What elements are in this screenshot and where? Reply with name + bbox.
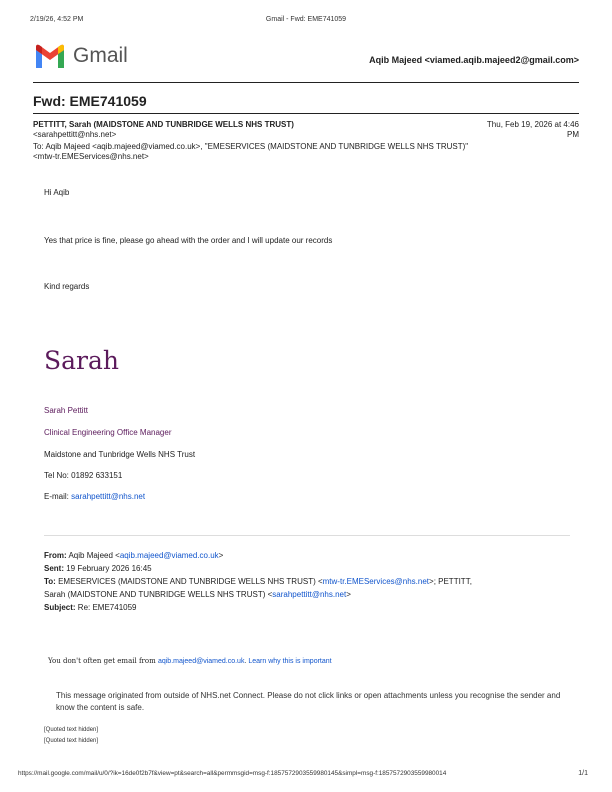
- print-page-number: 1/1: [578, 770, 588, 777]
- closing: Kind regards: [44, 282, 90, 291]
- signature-title: Clinical Engineering Office Manager: [44, 428, 172, 437]
- quoted-divider: [44, 535, 570, 536]
- signature-email-link[interactable]: sarahpettitt@nhs.net: [71, 492, 146, 501]
- quoted-text-hidden-toggle-2[interactable]: [Quoted text hidden]: [44, 738, 99, 744]
- quoted-to-text-4: >: [346, 590, 351, 599]
- quoted-to-text-2: >; PETTITT,: [429, 577, 472, 586]
- external-warning: This message originated from outside of NHS.net Connect. Please do not click links or open attachments unless you recognise the sender and know the content is safe.: [56, 691, 561, 712]
- quoted-to-text-3: Sarah (MAIDSTONE AND TUNBRIDGE WELLS NHS TRUST) <: [44, 590, 273, 599]
- print-datetime: 2/19/26, 4:52 PM: [30, 16, 84, 23]
- account-email: Aqib Majeed <viamed.aqib.majeed2@gmail.com>: [369, 55, 579, 65]
- subject-rule: [33, 113, 579, 114]
- signature-org: Maidstone and Tunbridge Wells NHS Trust: [44, 450, 196, 459]
- quoted-from-email-link[interactable]: aqib.majeed@viamed.co.uk: [119, 551, 219, 560]
- quoted-to-text-1: EMESERVICES (MAIDSTONE AND TUNBRIDGE WELLS NHS TRUST) <: [55, 577, 323, 586]
- quoted-to-email-link-2[interactable]: sarahpettitt@nhs.net: [272, 590, 347, 599]
- signature-tel: Tel No: 01892 633151: [44, 471, 123, 480]
- gmail-logo-icon: [34, 44, 66, 70]
- email-subject: Fwd: EME741059: [33, 93, 147, 109]
- quoted-subject-value: Re: EME741059: [75, 603, 137, 612]
- message-date-ampm: PM: [567, 130, 579, 139]
- quoted-subject-line: [44, 603, 137, 613]
- print-url: https://mail.google.com/mail/u/0/?ik=16de0f2b7f&view=pt&search=all&permmsgid=msg-f:1857572903559980145&simpl=msg-f:1857572903559980014: [18, 770, 447, 777]
- learn-why-link[interactable]: Learn why this is important: [248, 658, 332, 665]
- print-title: Gmail - Fwd: EME741059: [265, 16, 347, 23]
- signature-email-line: [44, 492, 145, 501]
- header-rule: [33, 82, 579, 83]
- recipients-line: To: Aqib Majeed <aqib.majeed@viamed.co.uk>, "EMESERVICES (MAIDSTONE AND TUNBRIDGE WELLS NHS TRUST)": [33, 142, 469, 151]
- quoted-to-line: [44, 577, 472, 587]
- sender-notice: [48, 657, 332, 665]
- quoted-text-hidden-toggle[interactable]: [Quoted text hidden]: [44, 727, 99, 733]
- quoted-from-label: From:: [44, 551, 67, 560]
- sender-email: <sarahpettitt@nhs.net>: [33, 130, 117, 139]
- message-text: Yes that price is fine, please go ahead with the order and I will update our records: [44, 236, 333, 245]
- signature-email-label: E-mail:: [44, 492, 72, 501]
- greeting: Hi Aqib: [44, 188, 70, 197]
- quoted-to-email-link-1[interactable]: mtw-tr.EMEServices@nhs.net: [322, 577, 430, 586]
- signature-script-name: Sarah: [44, 346, 119, 375]
- quoted-to-label: To:: [44, 577, 56, 586]
- gmail-wordmark: Gmail: [73, 44, 128, 67]
- quoted-from-name: Aqib Majeed <: [66, 551, 120, 560]
- notice-suffix: .: [244, 658, 249, 665]
- sender-name: PETTITT, Sarah (MAIDSTONE AND TUNBRIDGE WELLS NHS TRUST): [33, 120, 294, 129]
- recipients-line-2: <mtw-tr.EMEServices@nhs.net>: [33, 152, 149, 161]
- quoted-from-line: [44, 551, 223, 561]
- message-date: Thu, Feb 19, 2026 at 4:46: [486, 120, 579, 129]
- quoted-subject-label: Subject:: [44, 603, 76, 612]
- signature-full-name: Sarah Pettitt: [44, 406, 89, 415]
- notice-email-link[interactable]: aqib.majeed@viamed.co.uk: [157, 658, 245, 665]
- notice-prefix: You don't often get email from: [48, 657, 158, 665]
- quoted-sent-line: [44, 564, 152, 574]
- quoted-from-close: >: [218, 551, 224, 560]
- quoted-sent-label: Sent:: [44, 564, 64, 573]
- quoted-to-line-2: [44, 590, 351, 600]
- quoted-sent-value: 19 February 2026 16:45: [64, 564, 152, 573]
